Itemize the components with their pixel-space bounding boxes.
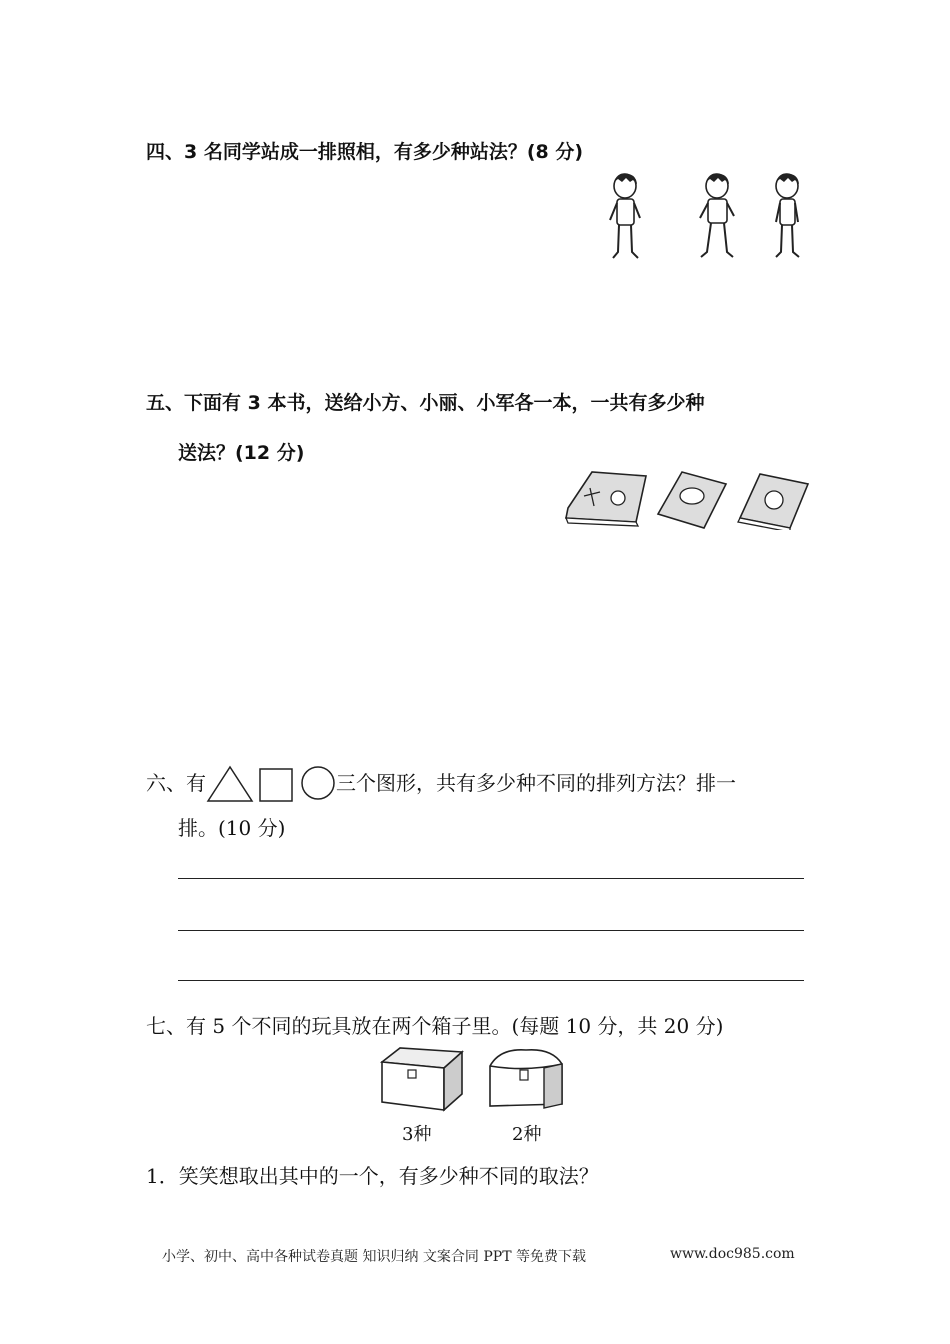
question-6-line1	[146, 764, 736, 804]
book-icon	[566, 472, 646, 526]
shapes-illustration	[206, 764, 336, 804]
answer-line[interactable]	[178, 930, 804, 931]
box-icon	[382, 1048, 462, 1110]
question-7: 七、有 5 个不同的玩具放在两个箱子里。(每题 10 分，共 20 分)	[146, 1014, 724, 1038]
answer-line[interactable]	[178, 980, 804, 981]
boy-icon	[776, 173, 799, 257]
boy-icon	[700, 173, 734, 257]
books-illustration	[562, 468, 812, 530]
question-4: 四、3 名同学站成一排照相，有多少种站法？(8 分)	[146, 141, 584, 163]
book-icon	[738, 474, 808, 530]
question-6-line2: 排。(10 分)	[178, 816, 286, 840]
footer-url[interactable]: www.doc985.com	[670, 1246, 795, 1262]
box-icon	[490, 1050, 562, 1108]
question-5-line2: 送法？(12 分)	[178, 442, 305, 464]
box-1-label: 3种	[402, 1124, 432, 1145]
circle-icon	[302, 767, 334, 799]
square-icon	[260, 769, 292, 801]
box-2-label: 2种	[512, 1124, 542, 1145]
triangle-icon	[208, 767, 252, 801]
question-6-prefix: 六、有	[146, 771, 206, 795]
book-icon	[658, 472, 726, 528]
boxes-illustration	[378, 1044, 568, 1116]
boy-icon	[610, 173, 640, 258]
footer-text: 小学、初中、高中各种试卷真题 知识归纳 文案合同 PPT 等免费下载	[162, 1249, 586, 1265]
question-6-suffix: 三个图形，共有多少种不同的排列方法？排一	[336, 771, 736, 795]
students-illustration	[596, 170, 816, 262]
answer-line[interactable]	[178, 878, 804, 879]
question-7-1: 1．笑笑想取出其中的一个，有多少种不同的取法？	[146, 1164, 599, 1188]
question-5-line1: 五、下面有 3 本书，送给小方、小丽、小军各一本，一共有多少种	[146, 392, 705, 414]
